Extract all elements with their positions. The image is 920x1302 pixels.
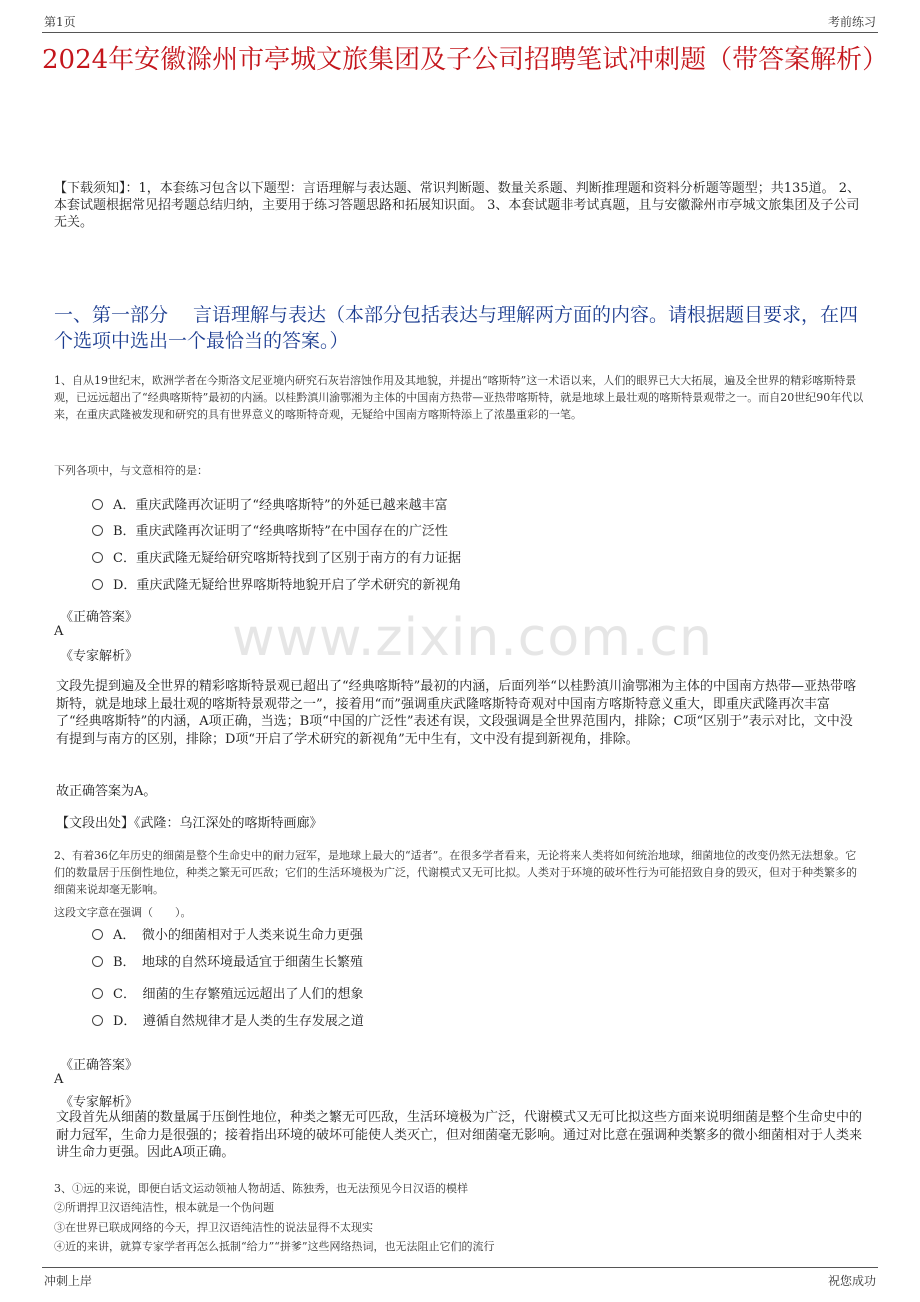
q1-answer-label: 《正确答案》 (60, 610, 139, 625)
q1-analysis-label: 《专家解析》 (60, 649, 139, 664)
q2-option-b[interactable]: B． 地球的自然环境最适宜于细菌生长繁殖 (92, 954, 363, 972)
radio-icon[interactable] (92, 525, 103, 536)
radio-icon[interactable] (92, 579, 103, 590)
radio-icon[interactable] (92, 929, 103, 940)
q1-option-b[interactable]: B．重庆武隆再次证明了“经典喀斯特”在中国存在的广泛性 (92, 523, 448, 541)
radio-icon[interactable] (92, 499, 103, 510)
watermark: www.zixin.com.cn (232, 608, 713, 668)
q1-option-c[interactable]: C．重庆武隆无疑给研究喀斯特找到了区别于南方的有力证据 (92, 550, 461, 568)
footer-left: 冲刺上岸 (44, 1274, 93, 1288)
radio-icon[interactable] (92, 956, 103, 967)
q2-option-c[interactable]: C． 细菌的生存繁殖远远超出了人们的想象 (92, 986, 363, 1004)
radio-icon[interactable] (92, 552, 103, 563)
footer-rule (42, 1267, 878, 1268)
q2-stem: 2、有着36亿年历史的细菌是整个生命史中的耐力冠军，是地球上最大的“适者”。在很多学者看来，无论将来人类将如何统治地球，细菌地位的改变仍然无法想象。它们的数量居于压倒性地位，种类之繁无可匹敌；它们的生活环境极为广泛，代谢模式又无可比拟。人类对于环境的破坏性行为可能招致自身的毁灭，但对于种类繁多的细菌来说却毫无影响。 (54, 849, 857, 896)
q1-prompt: 下列各项中，与文意相符的是： (54, 464, 208, 477)
q1-analysis: 文段先提到遍及全世界的精彩喀斯特景观已超出了“经典喀斯特”最初的内涵，后面列举“以桂黔滇川渝鄂湘为主体的中国南方热带—亚热带喀斯特，就是地球上最壮观的喀斯特景观带之一”，接着用“而”强调重庆武隆喀斯特奇观对中国南方喀斯特意义重大，即重庆武隆再次丰富了“经典喀斯特”的内涵，A项正确，当选；B项“中国的广泛性”表述有误，文段强调是全世界范围内，排除；C项“区别于”表示对比，文中没有提到与南方的区别，排除；D项“开启了学术研究的新视角”无中生有，文中没有提到新视角，排除。 (56, 679, 856, 747)
q1-stem: 1、自从19世纪末，欧洲学者在今斯洛文尼亚境内研究石灰岩溶蚀作用及其地貌，并提出“喀斯特”这一术语以来，人们的眼界已大大拓展，遍及全世界的精彩喀斯特景观，已远远超出了“经典喀斯特”最初的内涵。以桂黔滇川渝鄂湘为主体的中国南方热带—亚热带喀斯特，就是地球上最壮观的喀斯特景观带之一。而自20世纪90年代以来，在重庆武隆被发现和研究的具有世界意义的喀斯特奇观，无疑给中国南方喀斯特添上了浓墨重彩的一笔。 (54, 374, 864, 421)
radio-icon[interactable] (92, 1015, 103, 1026)
q3-line: 3、①远的来说，即便白话文运动领袖人物胡适、陈独秀，也无法预见今日汉语的模样 (54, 1182, 468, 1195)
header-rule (42, 32, 878, 33)
q1-option-d[interactable]: D．重庆武隆无疑给世界喀斯特地貌开启了学术研究的新视角 (92, 577, 461, 595)
page-number: 第1页 (44, 15, 76, 29)
footer-right: 祝您成功 (827, 1274, 876, 1288)
q3-line: ③在世界已联成网络的今天，捍卫汉语纯洁性的说法显得不太现实 (54, 1221, 373, 1234)
q1-conclusion: 故正确答案为A。 (56, 784, 157, 799)
q1-answer: A (54, 624, 64, 639)
q2-analysis-label: 《专家解析》 (60, 1095, 139, 1110)
download-notice: 【下载须知】：1，本套练习包含以下题型：言语理解与表达题、常识判断题、数量关系题、判断推理题和资料分析题等题型；共135道。 2、本套试题根据常见招考题总结归纳，主要用于练习答题思路和拓展知识面。 3、本套试题非考试真题，且与安徽滁州市亭城文旅集团及子公司无关。 (54, 181, 860, 230)
q3-line: ②所谓捍卫汉语纯洁性，根本就是一个伪问题 (54, 1201, 274, 1214)
section-title: 一、第一部分 言语理解与表达（本部分包括表达与理解两方面的内容。请根据题目要求，在四个选项中选出一个最恰当的答案。） (54, 304, 859, 352)
q2-option-d[interactable]: D． 遵循自然规律才是人类的生存发展之道 (92, 1013, 364, 1031)
q2-option-a[interactable]: A． 微小的细菌相对于人类来说生命力更强 (92, 927, 363, 945)
q2-answer-label: 《正确答案》 (60, 1058, 139, 1073)
q3-line: ④近的来讲，就算专家学者再怎么抵制“给力”“拼爹”这些网络热词，也无法阻止它们的流行 (54, 1240, 495, 1253)
q2-answer: A (54, 1072, 64, 1087)
document-title: 2024年安徽滁州市亭城文旅集团及子公司招聘笔试冲刺题（带答案解析） (42, 45, 889, 75)
q1-option-a[interactable]: A．重庆武隆再次证明了“经典喀斯特”的外延已越来越丰富 (92, 497, 448, 515)
radio-icon[interactable] (92, 988, 103, 999)
q2-analysis: 文段首先从细菌的数量属于压倒性地位，种类之繁无可匹敌，生活环境极为广泛，代谢模式又无可比拟这些方面来说明细菌是整个生命史中的耐力冠军，生命力是很强的；接着指出环境的破坏可能使人类灭亡，但对细菌毫无影响。通过对比意在强调种类繁多的微小细菌相对于人类来讲生命力更强。因此A项正确。 (56, 1110, 863, 1160)
q2-prompt: 这段文字意在强调（ ）。 (54, 906, 192, 919)
header-label: 考前练习 (827, 15, 876, 29)
q1-source: 【文段出处】《武隆：乌江深处的喀斯特画廊》 (56, 816, 323, 831)
